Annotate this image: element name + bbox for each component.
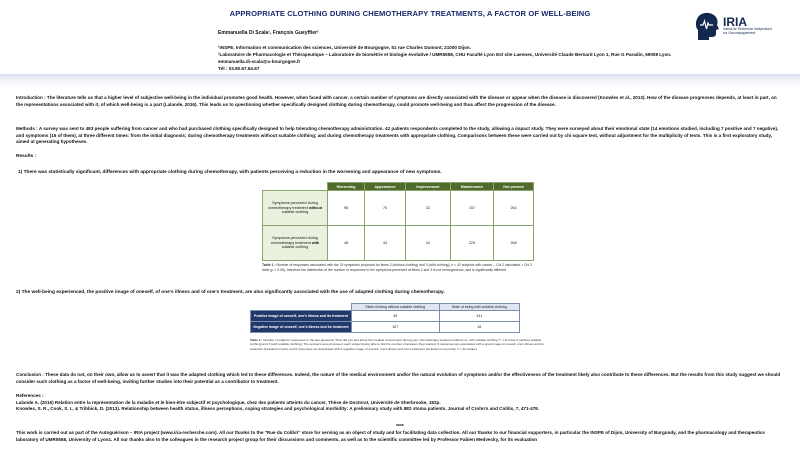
references-label: References : <box>16 393 44 398</box>
table-cell: 98 <box>328 191 365 226</box>
table-row <box>251 322 520 333</box>
table-2-row-label-positive: Positive image of oneself, one's illness and its treatment <box>251 311 352 322</box>
table-cell: 264 <box>494 191 534 226</box>
contact-phone: Tél : 03.80.67.64.67 <box>218 66 260 72</box>
table-1-header-row <box>263 183 534 191</box>
introduction-label: Introduction : <box>16 95 46 100</box>
table-1-caption-text: Number of responses associated with the 15 symptoms proposed for times 2 (without clothing) and 3 (with clothing), n = 42 subjects with cancer – Chi 2 calculated > Chi 2 table (p < 0.05), therefore the distribution of the number of responses to the symptoms perceived at times 2 and 3 is not homogeneous, and is significantly different. <box>262 263 533 272</box>
table-2-col-with: State of being with suitable clothing <box>439 304 520 311</box>
table-1 <box>262 182 534 261</box>
section-separator: **** <box>396 424 404 430</box>
table-cell: 268 <box>494 226 534 261</box>
introduction-text: The literature tells us that a higher level of subjective well-being in the individual promotes good health. However, when faced with cancer, a certain number of symptoms are directly associated with the disease or appear when the disease is discovered (Knowles et al., 2013). How of the disease progresses depends, at least in part, on the representations associated with it, of which well-being is a part (Lalande, 2016). This leads us to questioning whether specifically designed clothing during chemotherapy, could promote well-being and thus affect the progression of the disease. <box>16 95 777 107</box>
table-cell: 34 <box>406 226 451 261</box>
table-2-row-label-negative: Negative image of oneself, one's illness and its treatment <box>251 322 352 333</box>
methods-text: A survey was sent to 483 people suffering from cancer and who had purchased clothing specifically designed to help tolerating chemotherapy administration. 42 patients respondents completed to the study, allowing a impact study. They were surveyed about their emotional state (14 emotions studied, including 7 positive and 7 negative), and symptoms (15 of them), at three different times: from the initial diagnosis; during chemotherapy treatments without suitable clothing; and during chemotherapy treatments with appropriate clothing. Comparisons between these were carried out by chi square test, without adjustment for the multiplicity of tests. This is a first exploratory study, aimed at generating hypotheses. <box>16 126 779 145</box>
table-cell: 141 <box>439 311 520 322</box>
logo-tagline: sur l'Accompagnement <box>723 31 756 35</box>
contact-email: emmanuella.di-scala@u-bourgogne.fr <box>218 59 301 65</box>
head-profile-icon <box>694 10 720 42</box>
table-cell: 49 <box>352 311 440 322</box>
methods-paragraph <box>16 126 784 146</box>
table-2-caption-text: Number of subjects' responses to the two questions "How did you feel about the medical environment during your chemotherapy treatment without vs. with suitable clothing ?" = at times 2 (without suitable clothing) and 3 (with suitable clothing). The answers were proposed, each subject being able to tick the number of answers they wanted. 9 responses are associated with a good image of oneself, one's illness and its treatment (included in both), and 6 responses are associated with a negative image of oneself, one's illness and one's treatment (included in one both), n = 42 subject. <box>250 338 544 351</box>
table-1-caption-label: Table 1 : <box>262 263 276 267</box>
table-1-caption <box>262 263 534 273</box>
conclusion-label: Conclusion : <box>16 372 44 377</box>
table-row <box>251 311 520 322</box>
table-cell: 70 <box>365 191 406 226</box>
poster-title: APPROPRIATE CLOTHING DURING CHEMOTHERAPY TREATMENTS, A FACTOR OF WELL-BEING <box>229 9 591 18</box>
reference-item: Lalande A. (2016) Relation entre la représentation de la maladie et le bien-être subjectif et psychologique, chez des patients atteints du cancer, Thèse de Doctorat, Université de Sherbrooke, 182p. <box>16 399 441 405</box>
table-cell: 107 <box>352 322 440 333</box>
table-1-col-maintenance: Maintenance <box>450 183 493 191</box>
conclusion-text: These data do not, on their own, allow us to assert that it was the adapted clothing which led to these differences. Indeed, the nature of the medical environment and/or the natural evolution of symptoms and/or the effectiveness of the treatment likely also contribute to these differences. But the results from this study suggest we should consider such clothing as a factor of well-being, inviting further studies into their potential as a contributor to treatment. <box>16 372 781 384</box>
table-1-col-appearance: Appearance <box>365 183 406 191</box>
introduction-paragraph <box>16 95 784 108</box>
reference-item: Knowles, S. R., Cook, S. I., & Tribbick, D. (2013). Relationship between health status, illness perceptions, coping strategies and psychological morbidity: A preliminary study with IBD stoma patients. Journal of Crohn's and Colitis, 7, 471-478. <box>16 406 540 412</box>
table-1-row-label-without: Symptoms perceived during chemotherapy treatment without suitable clothing <box>263 191 328 226</box>
table-2 <box>250 303 520 333</box>
iria-logo <box>694 6 794 46</box>
table-cell: 157 <box>450 191 493 226</box>
authors: Emmanuella Di Scala¹, François Gueyffier² <box>218 30 319 36</box>
acknowledgement: This work is carried out as part of the Autoguérison – IRIA project (www.iria-recherche.com). All our thanks to the "Rue du Colibri" store for serving as an object of study and for facilitating data collection. All our thanks to our financial supporters, in particular the INSPE of Dijon, University of Burgundy, and the pharmacology and therapeutics laboratory of UMR5558, University of Lyon1. All our thanks also to the colleagues in the research project group for their discussions and comments, as well as to the scientific committee led by Professor Fabien Medvecky, for its evaluation <box>16 430 765 442</box>
logo-name: IRIA <box>723 15 747 30</box>
table-1-col-improvement: Improvement <box>406 183 451 191</box>
results-label: Results : <box>16 154 37 159</box>
table-1-col-not-present: Not present <box>494 183 534 191</box>
table-2-caption <box>250 338 550 351</box>
table-2-col-without: State of being without suitable clothing <box>352 304 440 311</box>
header-band <box>0 74 800 88</box>
affiliation-1: ¹INSPE, Information et communication des sciences, Université de Bourgogne, 51 rue Charles Dumont, 21000 Dijon. <box>218 45 471 50</box>
results-finding-1: 1) There was statistically significant, differences with appropriate clothing during chemotherapy, with patients perceiving a reduction in the worsening and appearance of new symptoms. <box>18 170 442 175</box>
table-cell: 225 <box>450 226 493 261</box>
references <box>16 393 784 413</box>
conclusion-paragraph <box>16 372 784 385</box>
table-1-row-label-with: Symptoms perceived during chemotherapy treatment with suitable clothing <box>263 226 328 261</box>
affiliations <box>218 44 688 72</box>
table-cell: 16 <box>439 322 520 333</box>
table-cell: 43 <box>365 226 406 261</box>
table-1-col-worsening: Worsening <box>328 183 365 191</box>
results-finding-2: 2) The well-being experienced, the positive image of oneself, of one's illness and of one's treatment, are also significantly associated with the use of adapted clothing during chemotherapy. <box>16 290 445 295</box>
logo-subtitle: Institut de Recherche Indépendant <box>723 27 772 32</box>
methods-label: Methods : <box>16 126 38 131</box>
table-2-caption-label: Table 2 : <box>250 338 263 342</box>
affiliation-2: ²Laboratoire de Pharmacologie et Thérapeutique – Laboratoire de biométrie et biologie évolutive / UMR5558, CHU Faculté Lyon Est site Laennec, Université Claude Bernard Lyon 1, Rue G Paradin, 69008 Lyon. <box>218 52 672 58</box>
table-2-corner <box>251 304 352 311</box>
table-cell: 32 <box>406 191 451 226</box>
table-1-corner <box>263 183 328 191</box>
table-row <box>263 191 534 226</box>
table-2-header-row <box>251 304 520 311</box>
table-row <box>263 226 534 261</box>
table-cell: 48 <box>328 226 365 261</box>
